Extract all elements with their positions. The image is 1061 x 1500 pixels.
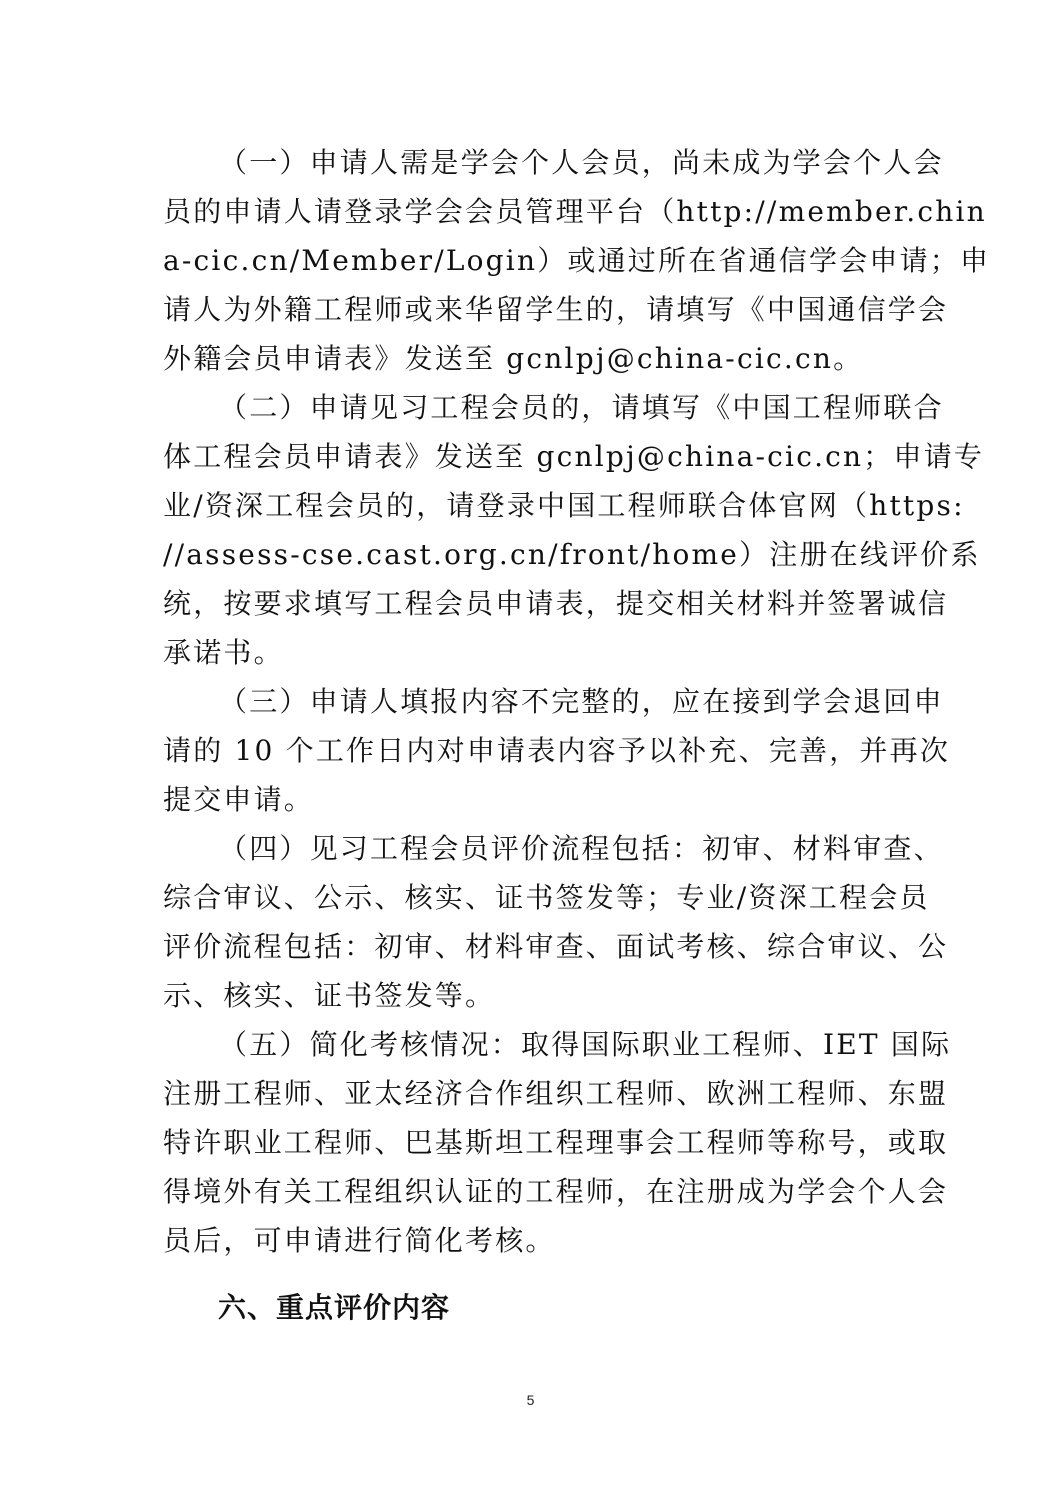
text-line: 示、核实、证书签发等。 bbox=[163, 979, 496, 1012]
text-line: 特许职业工程师、巴基斯坦工程理事会工程师等称号，或取 bbox=[163, 1126, 949, 1159]
text-line: （二）申请见习工程会员的，请填写《中国工程师联合 bbox=[219, 391, 944, 424]
text-line: 外籍会员申请表》发送至 gcnlpj@china-cic.cn。 bbox=[163, 342, 864, 375]
text-line: 员的申请人请登录学会会员管理平台（http://member.chin bbox=[163, 195, 987, 228]
text-line: （四）见习工程会员评价流程包括：初审、材料审查、 bbox=[219, 832, 944, 865]
text-line: （三）申请人填报内容不完整的，应在接到学会退回申 bbox=[219, 685, 944, 718]
paragraph-item-1 bbox=[163, 138, 991, 383]
text-line: a-cic.cn/Member/Login）或通过所在省通信学会申请；申 bbox=[163, 244, 991, 277]
paragraph-item-2 bbox=[163, 383, 985, 677]
text-line: 注册工程师、亚太经济合作组织工程师、欧洲工程师、东盟 bbox=[163, 1077, 949, 1110]
paragraph-item-4 bbox=[163, 824, 949, 1020]
text-line: （五）简化考核情况：取得国际职业工程师、IET 国际 bbox=[219, 1028, 952, 1061]
paragraph-item-5 bbox=[163, 1020, 952, 1265]
text-line: 得境外有关工程组织认证的工程师，在注册成为学会个人会 bbox=[163, 1175, 949, 1208]
text-line: 统，按要求填写工程会员申请表，提交相关材料并签署诚信 bbox=[163, 587, 949, 620]
text-line: 承诺书。 bbox=[163, 636, 284, 669]
text-line: 员后，可申请进行简化考核。 bbox=[163, 1224, 556, 1257]
text-line: 综合审议、公示、核实、证书签发等；专业/资深工程会员 bbox=[163, 881, 930, 914]
text-line: 体工程会员申请表》发送至 gcnlpj@china-cic.cn；申请专 bbox=[163, 440, 985, 473]
text-line: //assess-cse.cast.org.cn/front/home）注册在线评价系 bbox=[163, 538, 981, 571]
paragraph-item-3 bbox=[163, 677, 951, 824]
document-body bbox=[163, 138, 991, 1265]
text-line: 业/资深工程会员的，请登录中国工程师联合体官网（https: bbox=[163, 489, 965, 522]
page-number: 5 bbox=[526, 1392, 535, 1408]
text-line: （一）申请人需是学会个人会员，尚未成为学会个人会 bbox=[219, 146, 944, 179]
section-heading: 六、重点评价内容 bbox=[218, 1291, 451, 1324]
text-line: 请人为外籍工程师或来华留学生的，请填写《中国通信学会 bbox=[163, 293, 949, 326]
text-line: 提交申请。 bbox=[163, 783, 315, 816]
text-line: 请的 10 个工作日内对申请表内容予以补充、完善，并再次 bbox=[163, 734, 951, 767]
text-line: 评价流程包括：初审、材料审查、面试考核、综合审议、公 bbox=[163, 930, 949, 963]
